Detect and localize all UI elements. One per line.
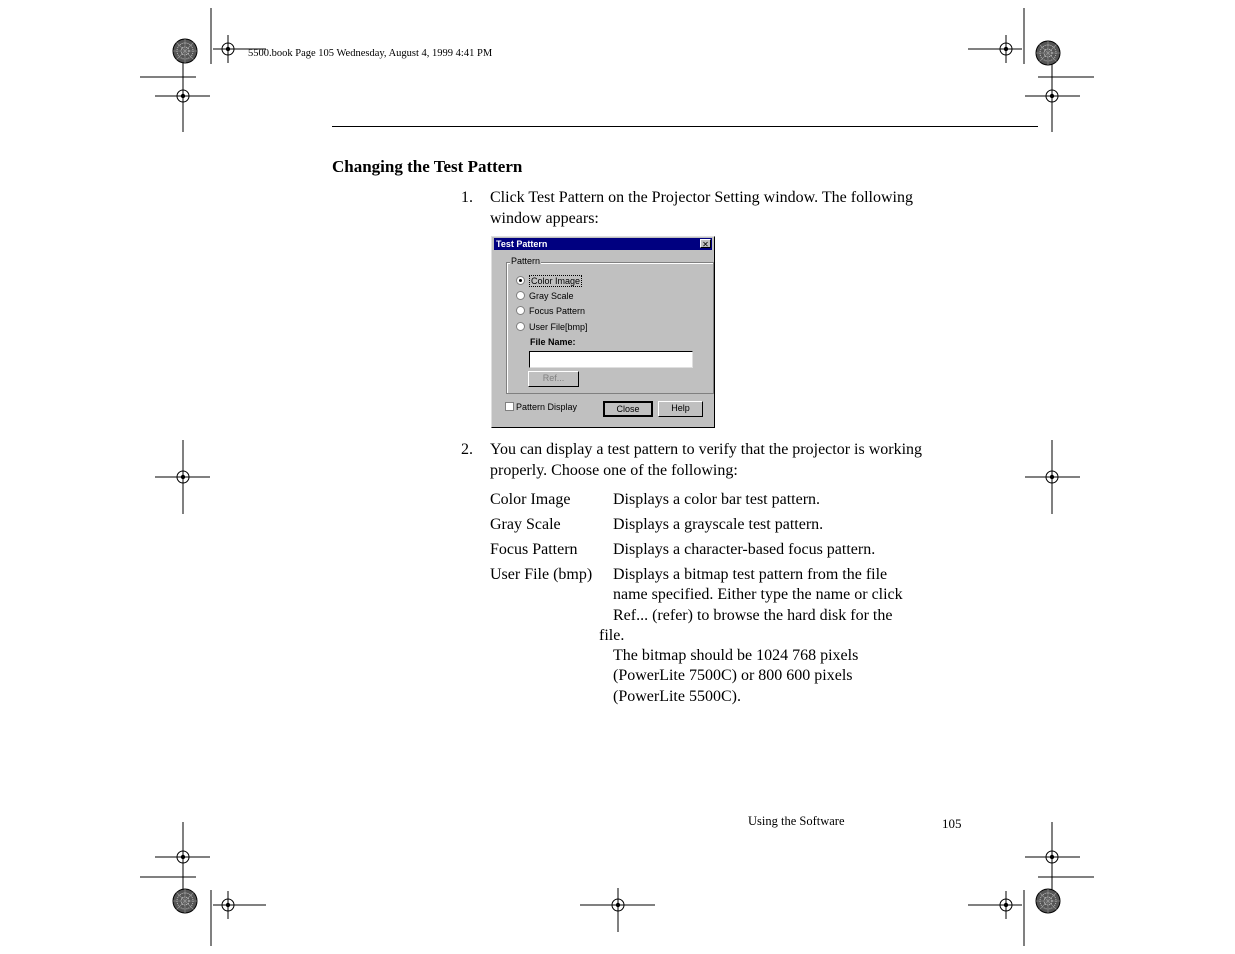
option-desc: Displays a grayscale test pattern. [613,516,824,533]
close-icon[interactable]: ✕ [700,239,711,248]
pattern-group-label: Pattern [511,256,541,266]
option-desc: name specified. Either type the name or click [613,586,903,603]
ref-button[interactable]: Ref... [528,371,579,387]
option-desc: (PowerLite 7500C) or 800 600 pixels [613,667,853,684]
checkbox-label: Pattern Display [516,402,578,412]
option-term: Color Image [490,491,571,508]
step-text: You can display a test pattern to verify that the projector is working properly. Choose one of the following: [490,441,923,479]
radio-label: Focus Pattern [529,306,586,316]
close-button[interactable]: Close [603,401,653,417]
option-desc: (PowerLite 5500C). [613,688,741,705]
dialog-title: Test Pattern [496,239,548,249]
option-term: User File (bmp) [490,566,593,583]
option-desc: Ref... (refer) to browse the hard disk for the [613,607,893,624]
section-title: Changing the Test Pattern [332,157,523,176]
option-desc: Displays a bitmap test pattern from the file [613,566,888,583]
step-text: Click Test Pattern on the Projector Setting window. The following window appears: [490,189,913,227]
radio-label: Gray Scale [529,291,574,301]
radio-label: User File[bmp] [529,322,588,332]
option-desc: Displays a character-based focus pattern. [613,541,876,558]
step-number: 1. [461,189,473,206]
footer-section-title: Using the Software [748,814,845,828]
step-number: 2. [461,441,473,458]
page-number: 105 [942,816,962,831]
option-desc: The bitmap should be 1024 768 pixels [613,647,859,664]
help-button[interactable]: Help [658,401,703,417]
option-term: Focus Pattern [490,541,578,558]
option-term: Gray Scale [490,516,561,533]
option-desc: file. [599,627,625,644]
option-desc: Displays a color bar test pattern. [613,491,821,508]
header-meta: 5500.book Page 105 Wednesday, August 4, 1999 4:41 PM [248,48,493,59]
radio-label: Color Image [531,276,581,286]
file-name-label: File Name: [530,337,576,347]
